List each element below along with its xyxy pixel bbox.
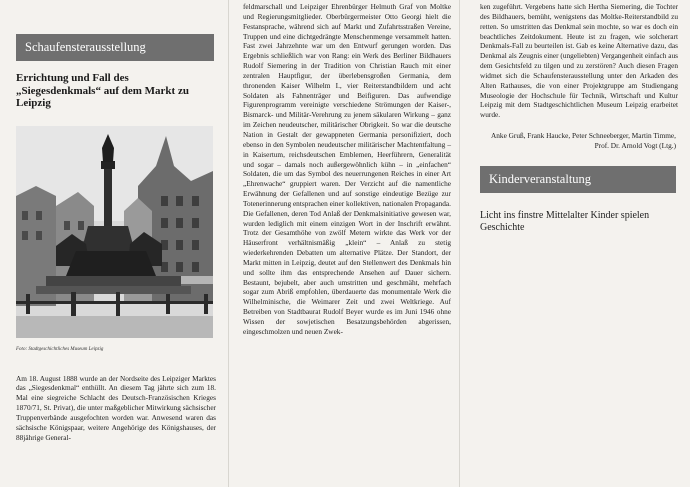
article-body-part-1 — [16, 374, 216, 443]
article-headline: Errichtung und Fall des „Siegesdenkmals“ auf dem Markt zu Leipzig — [16, 72, 189, 109]
monument-photo — [16, 126, 213, 338]
photo-caption: Foto: Stadtgeschichtliches Museum Leipzig — [16, 346, 104, 352]
article-paragraph: ken zugeführt. Vergebens hatte sich Hertha Siemering, die Tochter des Bildhauers, bemüht, wenigstens das Moltke-Reiterstandbild zu retten. So umstritten das Denkmal sein mochte, so war es doch ein beachtliches Zeitdokument. Heute ist zu fragen, wie solcherart Denkmals-Fall zu beurteilen ist. Gab es keine Alternative dazu, das Denkmal als Zeugnis einer (ungeliebten) Vergangenheit einfach aus dem Gesichtsfeld zu tilgen und zu zerstören? Auch diesen Fragen widmet sich die Schaufensterausstellung unter den Arkaden des Alten Rathauses, die von einer Projektgruppe am Studiengang Museologie der Hochschule für Technik, Wirtschaft und Kultur Leipzig mit dem Stadtgeschichtlichen Museum Leipzig erarbeitet wurde. — [480, 2, 678, 120]
column-middle — [230, 0, 460, 487]
event-title: Licht ins finstre Mittelalter Kinder spielen Geschichte — [480, 210, 650, 233]
article-body-part-2 — [243, 2, 451, 337]
article-paragraph: feldmarschall und Leipziger Ehrenbürger Helmuth Graf von Moltke und Regierungsmitglieder. Oberbürgermeister Otto Georgi hielt die Festansprache, während sich auf Markt und Zufahrtsstraßen Vereine, Truppen und eine dichtgedrängte Menschenmenge versammelt hatten. Fast zwei Jahrzehnte war um den Entwurf gerungen worden. Das Ergebnis schließlich war von Rang: ein Werk des Berliner Bildhauers Rudolf Siemering in der Tradition von Christian Rauch mit einer zentralen Hauptfigur, der überlebensgroßen Germania, dem thronenden Kaiser Wilhelm I., vier Reiterstandbildern und acht Soldaten als Fahnenträger und Beifiguren. Das aufwendige Figurenprogramm vereinigte verschiedene Strömungen der Kaiser-, Bismarck- und Militär-Verehrung zu jenem säkularen Wirkung – ganz im Zeichen neudeutscher, militärischer Obrigkeit. So war die deutsche Nation in Gestalt der gewappneten Germania personifiziert, doch ebenso in den Symbolen neudeutscher militärischer Machtentfaltung – in Kaisertum, reichsdeutschen Emblemen, Heerführern, Generalität und sogar – damals noch außergewöhnlich kühn – in „einfachen“ Soldaten, die um das Symbol des neuerrungenen Reiches in einer Art „Ehrenwache“ gruppiert waren. Der Verzicht auf die namentliche Erwähnung der Gefallenen und auf sonstige eindeutige Bezüge zur Totenerinnerung entsprachen einer kollektiven, nationalen Propaganda. Die Gefallenen, deren Tod Anlaß der Denkmalsinitiative gewesen war, wurden lediglich mit einem einzigen Wort in der Inschrift erwähnt. Trotz der Gesamthöhe von zwölf Metern wirkte das Werk vor der Häuserfront verhältnismäßig „klein“ – Anlaß zu stetig wiederkehrenden Debatten um alternative Plätze. Der Standort, der Markt mitten in Leipzig, deutet auf den Stellenwert des Denkmals hin und sollte ihm das entsprechende Ansehen auf Dauer sichern. Bestaunt, bejubelt, aber auch umstritten und geschmäht, mehrfach sogar zum Abriß empfohlen, überdauerte das monumentale Werk die Wilhelminische, die Weimarer Zeit und zwei Weltkriege. Auf Betreiben von Stadtbaurat Rudolf Beyer wurde es im Juni 1946 ohne Wissen der sowjetischen Besatzungsbehörden abgerissen, eingeschmolzen und neuen Zwek- — [243, 2, 451, 336]
exhibition-banner: Schaufensterausstellung — [16, 34, 214, 61]
monument-photo-drawing — [16, 126, 213, 338]
article-body-part-3 — [480, 2, 678, 120]
column-right — [461, 0, 690, 487]
article-paragraph: Am 18. August 1888 wurde an der Nordseite des Leipziger Marktes das „Siegesdenkmal“ enthüllt. An diesem Tag jährte sich zum 18. Mal eine siegreiche Schlacht des Deutsch-Französischen Krieges 1870/71, St. Privat), die unter maßgeblicher Mitwirkung sächsischer Truppenverbände ausgefochten worden war. Anwesend waren das sächsische Königspaar, weitere Angehörige des Königshauses, der 88jährige General- — [16, 373, 216, 442]
children-event-banner: Kinderveranstaltung — [480, 166, 676, 193]
column-left — [0, 0, 229, 487]
authors-signature: Anke Gruß, Frank Haucke, Peter Schneeberger, Martin Timme, Prof. Dr. Arnold Vogt (Ltg.) — [491, 131, 676, 151]
